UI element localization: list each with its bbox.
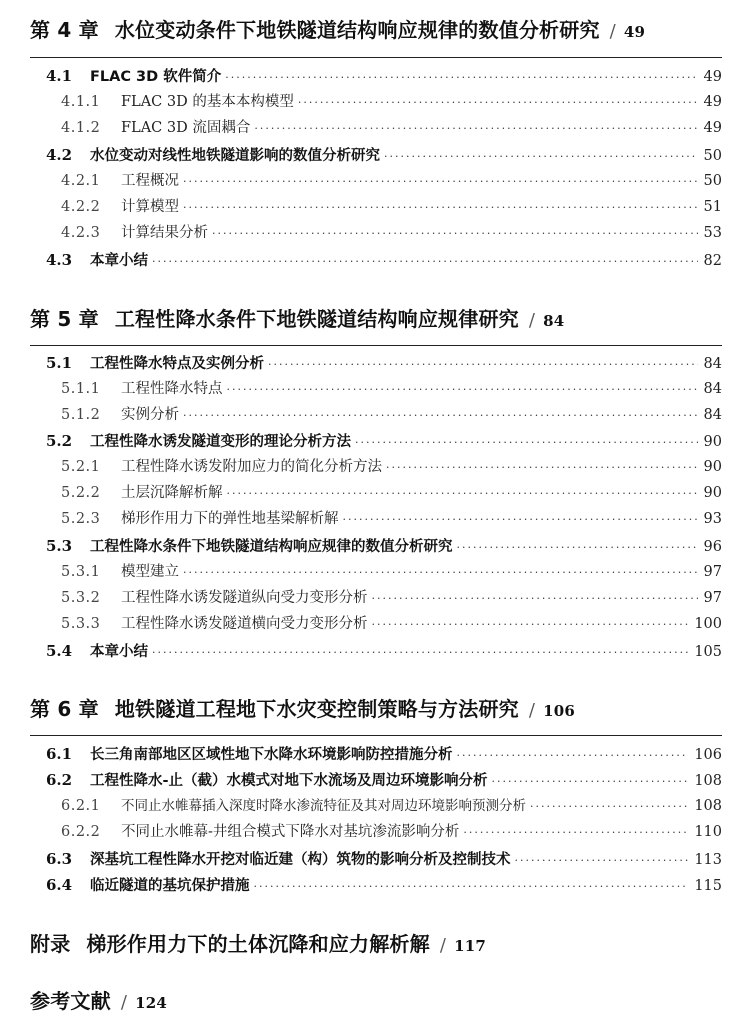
- leader-dots: [298, 92, 698, 114]
- slash-separator: /: [120, 992, 128, 1013]
- section-number: 5.3.3: [61, 616, 101, 632]
- section-title: FLAC 3D 流固耦合: [121, 120, 251, 136]
- page-number: 115: [694, 878, 722, 894]
- leader-dots: [463, 822, 688, 844]
- leader-dots: [355, 432, 698, 454]
- page-number: 97: [703, 564, 722, 580]
- chapter-divider: [30, 735, 722, 736]
- leader-dots: [384, 146, 698, 168]
- section-title: 工程性降水条件下地铁隧道结构响应规律的数值分析研究: [90, 539, 453, 555]
- page-number: 90: [703, 434, 722, 450]
- chapter-divider: [30, 57, 722, 58]
- section-number: 5.2.1: [61, 459, 101, 475]
- section-title: 计算结果分析: [121, 225, 208, 241]
- toc-entry[interactable]: [46, 640, 722, 662]
- section-number: 4.2.1: [61, 173, 101, 189]
- toc-entry[interactable]: [61, 561, 722, 583]
- chapter-page: 106: [543, 702, 576, 720]
- references-heading[interactable]: [30, 987, 730, 1017]
- appendix-page: 117: [454, 937, 486, 955]
- slash-separator: /: [609, 21, 616, 42]
- section-title: FLAC 3D 软件简介: [90, 69, 222, 85]
- section-title: 土层沉降解析解: [121, 485, 223, 501]
- section-title: 水位变动对线性地铁隧道影响的数值分析研究: [90, 148, 380, 164]
- section-number: 5.3.1: [61, 564, 101, 580]
- slash-separator: /: [439, 935, 447, 956]
- section-title: 长三角南部地区区域性地下水降水环境影响防控措施分析: [90, 747, 453, 763]
- page-number: 113: [694, 852, 722, 868]
- chapter-5-heading[interactable]: [30, 305, 730, 335]
- toc-entry[interactable]: [61, 404, 722, 426]
- chapter-number: 第 4 章: [30, 18, 99, 42]
- section-title: 本章小结: [90, 253, 148, 269]
- toc-entry[interactable]: [61, 117, 722, 139]
- section-title: 不同止水帷幕插入深度时降水渗流特征及其对周边环境影响预测分析: [121, 798, 526, 814]
- leader-dots: [457, 537, 698, 559]
- leader-dots: [152, 642, 688, 664]
- page-number: 108: [694, 798, 722, 814]
- chapter-6-heading[interactable]: [30, 695, 730, 725]
- section-title: 本章小结: [90, 644, 148, 660]
- section-title: 工程性降水诱发隧道变形的理论分析方法: [90, 434, 351, 450]
- toc-entry[interactable]: [61, 378, 722, 400]
- chapter-4-heading[interactable]: [30, 16, 730, 46]
- section-title: 梯形作用力下的弹性地基梁解析解: [121, 511, 339, 527]
- toc-entry[interactable]: [46, 874, 722, 896]
- leader-dots: [268, 354, 698, 376]
- section-title: 不同止水帷幕-井组合模式下降水对基坑渗流影响分析: [121, 824, 460, 840]
- section-title: 工程性降水特点: [121, 381, 223, 397]
- appendix-heading[interactable]: [30, 930, 730, 960]
- chapter-page: 49: [623, 23, 646, 41]
- toc-entry[interactable]: [46, 535, 722, 557]
- chapter-number: 第 6 章: [30, 697, 99, 721]
- leader-dots: [212, 223, 698, 245]
- page-number: 110: [694, 824, 722, 840]
- page-number: 51: [703, 199, 722, 215]
- leader-dots: [372, 614, 689, 636]
- page-number: 93: [703, 511, 722, 527]
- page-number: 90: [703, 485, 722, 501]
- toc-entry[interactable]: [61, 795, 722, 817]
- toc-entry[interactable]: [46, 144, 722, 166]
- slash-separator: /: [528, 310, 536, 331]
- page-number: 84: [703, 381, 722, 397]
- page-number: 90: [703, 459, 722, 475]
- leader-dots: [372, 588, 698, 610]
- toc-entry[interactable]: [61, 508, 722, 530]
- leader-dots: [386, 457, 698, 479]
- section-number: 4.3: [46, 251, 73, 269]
- chapter-title: 工程性降水条件下地铁隧道结构响应规律研究: [114, 307, 519, 331]
- toc-entry[interactable]: [61, 170, 722, 192]
- leader-dots: [457, 745, 689, 767]
- section-title: 模型建立: [121, 564, 179, 580]
- section-number: 6.3: [46, 850, 73, 868]
- page-number: 49: [703, 120, 722, 136]
- toc-entry[interactable]: [61, 482, 722, 504]
- leader-dots: [254, 118, 697, 140]
- section-number: 5.2.2: [61, 485, 101, 501]
- section-number: 4.1: [46, 67, 73, 85]
- section-number: 5.1: [46, 354, 73, 372]
- page-number: 108: [694, 773, 722, 789]
- section-title: 计算模型: [121, 199, 179, 215]
- chapter-divider: [30, 345, 722, 346]
- leader-dots: [254, 876, 689, 898]
- section-title: 工程性降水特点及实例分析: [90, 356, 264, 372]
- toc-entry[interactable]: [46, 743, 722, 765]
- section-number: 6.4: [46, 876, 73, 894]
- page-number: 84: [703, 356, 722, 372]
- page-number: 49: [703, 94, 722, 110]
- section-title: 工程概况: [121, 173, 179, 189]
- section-number: 4.1.1: [61, 94, 101, 110]
- references-title: 参考文献: [30, 989, 111, 1013]
- section-number: 4.2.3: [61, 225, 101, 241]
- leader-dots: [343, 509, 698, 531]
- appendix-label: 附录: [30, 932, 71, 956]
- chapter-title: 地铁隧道工程地下水灾变控制策略与方法研究: [114, 697, 519, 721]
- toc-entry[interactable]: [61, 613, 722, 635]
- chapter-number: 第 5 章: [30, 307, 99, 331]
- section-title: 工程性降水诱发隧道横向受力变形分析: [121, 616, 368, 632]
- toc-entry[interactable]: [46, 352, 722, 374]
- section-title: 深基坑工程性降水开挖对临近建（构）筑物的影响分析及控制技术: [90, 852, 511, 868]
- slash-separator: /: [528, 700, 536, 721]
- section-number: 6.2.1: [61, 798, 101, 814]
- appendix-title: 梯形作用力下的土体沉降和应力解析解: [86, 932, 430, 956]
- toc-entry[interactable]: [46, 65, 722, 87]
- toc-entry[interactable]: [61, 91, 722, 113]
- section-number: 4.2: [46, 146, 73, 164]
- page-number: 106: [694, 747, 722, 763]
- leader-dots: [227, 379, 698, 401]
- section-title: 工程性降水诱发附加应力的简化分析方法: [121, 459, 382, 475]
- section-title: 实例分析: [121, 407, 179, 423]
- leader-dots: [492, 771, 689, 793]
- leader-dots: [183, 405, 698, 427]
- page-number: 105: [694, 644, 722, 660]
- toc-entry[interactable]: [61, 587, 722, 609]
- section-title: 工程性降水诱发隧道纵向受力变形分析: [121, 590, 368, 606]
- section-number: 5.4: [46, 642, 73, 660]
- section-title: 临近隧道的基坑保护措施: [90, 878, 250, 894]
- toc-entry[interactable]: [46, 249, 722, 271]
- leader-dots: [225, 67, 697, 89]
- page-number: 84: [703, 407, 722, 423]
- section-title: FLAC 3D 的基本本构模型: [121, 94, 294, 110]
- page-number: 53: [703, 225, 722, 241]
- toc-entry[interactable]: [61, 222, 722, 244]
- section-number: 6.2: [46, 771, 73, 789]
- toc-entry[interactable]: [46, 769, 722, 791]
- page-number: 50: [703, 148, 722, 164]
- leader-dots: [183, 562, 698, 584]
- section-title: 工程性降水-止（截）水模式对地下水流场及周边环境影响分析: [90, 773, 488, 789]
- toc-entry[interactable]: [61, 196, 722, 218]
- section-number: 4.1.2: [61, 120, 101, 136]
- leader-dots: [515, 850, 689, 872]
- section-number: 5.3.2: [61, 590, 101, 606]
- page-number: 82: [703, 253, 722, 269]
- chapter-title: 水位变动条件下地铁隧道结构响应规律的数值分析研究: [114, 18, 600, 42]
- toc-entry[interactable]: [61, 821, 722, 843]
- section-number: 5.3: [46, 537, 73, 555]
- section-number: 6.1: [46, 745, 73, 763]
- leader-dots: [530, 796, 688, 818]
- page-number: 100: [694, 616, 722, 632]
- section-number: 5.2.3: [61, 511, 101, 527]
- page-number: 50: [703, 173, 722, 189]
- page-number: 97: [703, 590, 722, 606]
- section-number: 6.2.2: [61, 824, 101, 840]
- toc-entry[interactable]: [46, 430, 722, 452]
- section-number: 5.2: [46, 432, 73, 450]
- leader-dots: [183, 197, 698, 219]
- leader-dots: [227, 483, 698, 505]
- toc-entry[interactable]: [46, 848, 722, 870]
- section-number: 5.1.2: [61, 407, 101, 423]
- page-number: 96: [703, 539, 722, 555]
- references-page: 124: [135, 994, 167, 1012]
- chapter-page: 84: [543, 312, 565, 330]
- section-number: 5.1.1: [61, 381, 101, 397]
- leader-dots: [152, 251, 698, 273]
- leader-dots: [183, 171, 698, 193]
- page-number: 49: [703, 69, 722, 85]
- section-number: 4.2.2: [61, 199, 101, 215]
- toc-entry[interactable]: [61, 456, 722, 478]
